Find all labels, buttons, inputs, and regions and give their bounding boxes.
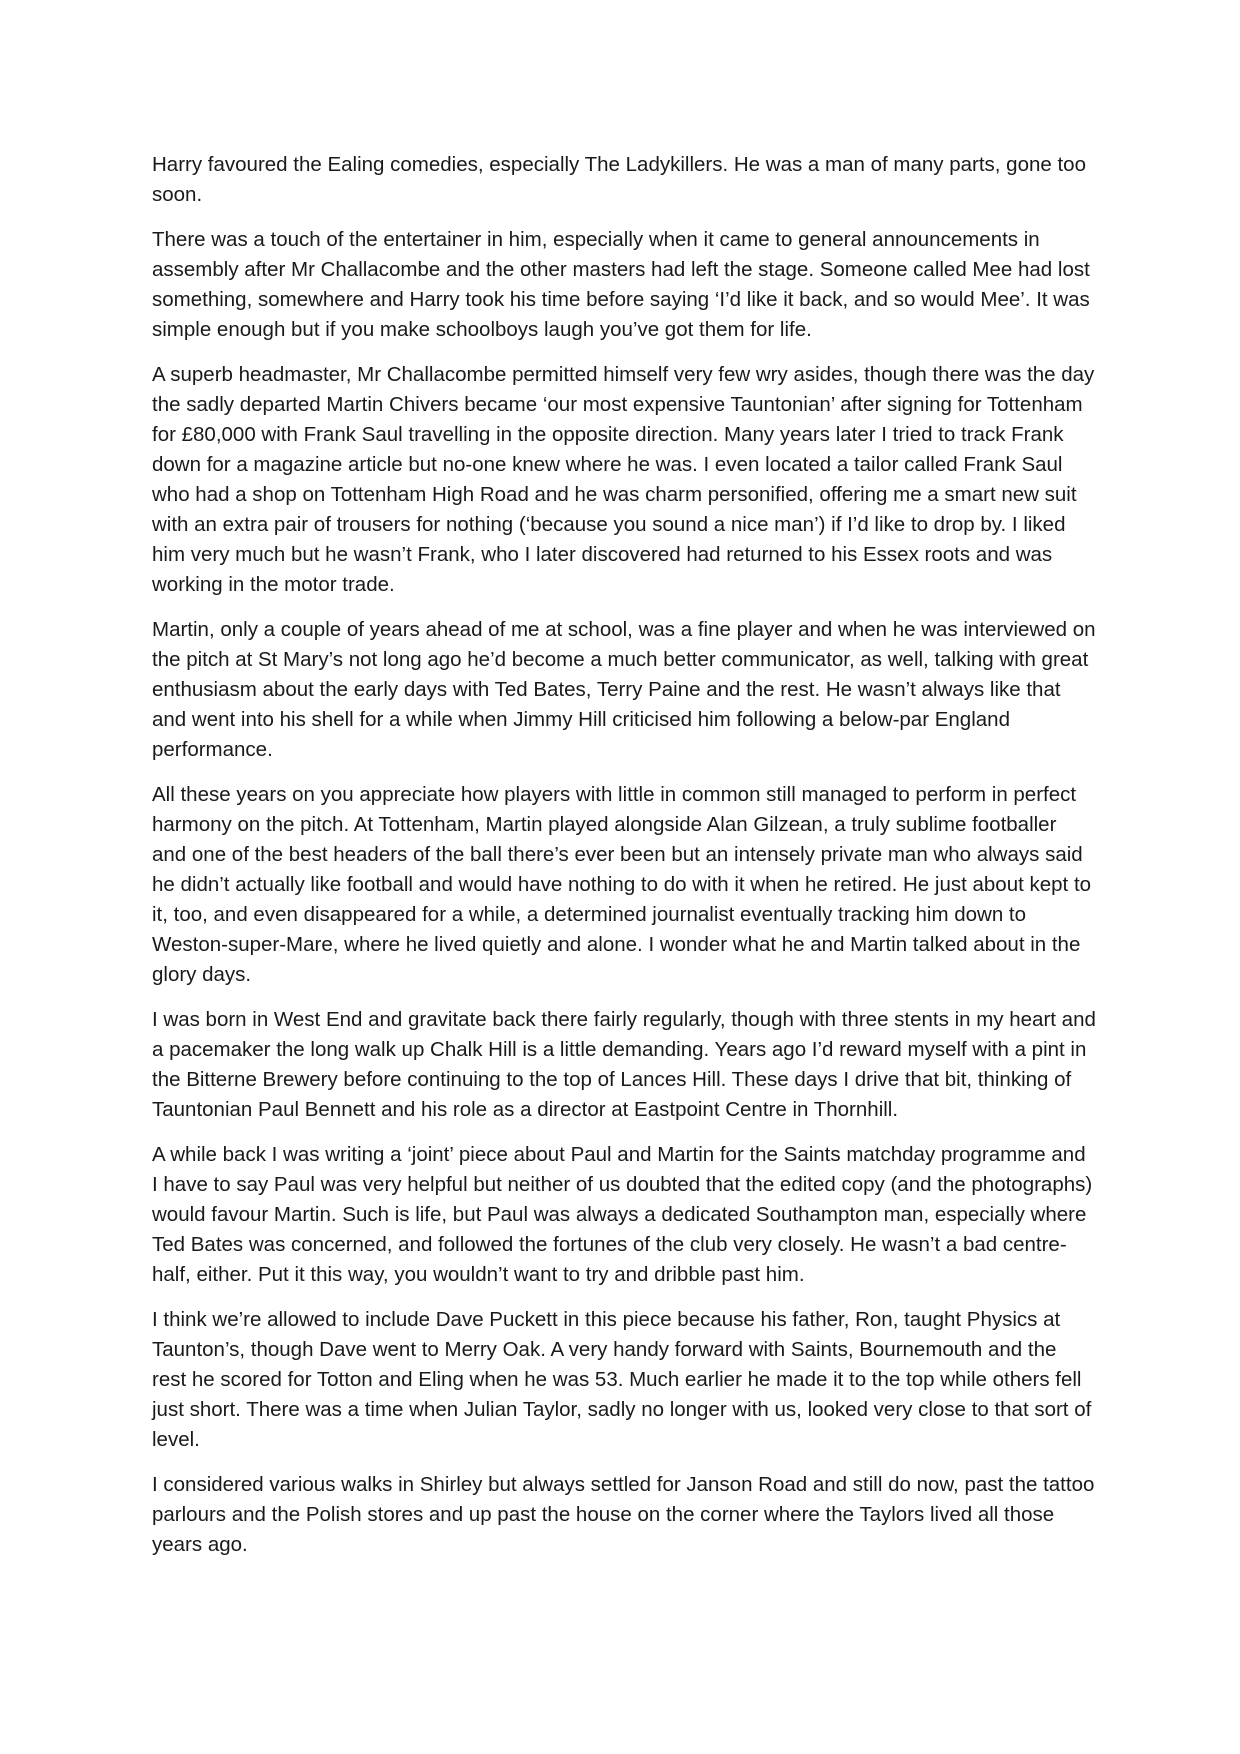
paragraph-gilzean: All these years on you appreciate how players with little in common still managed to perform in perfect harmony on the pitch. At Tottenham, Martin played alongside Alan Gilzean, a truly sublime footballer and one of the best headers of the ball there’s ever been but an intensely private man who always said he didn’t actually like football and would have nothing to do with it when he retired. He just about kept to it, too, and even disappeared for a while, a determined journalist eventually tracking him down to Weston-super-Mare, where he lived quietly and alone. I wonder what he and Martin talked about in the glory days. xyxy=(152,783,1092,986)
paragraph-ealing-comedies: Harry favoured the Ealing comedies, especially The Ladykillers. He was a man of many parts, gone too soon. xyxy=(152,153,1086,206)
document-page xyxy=(152,150,1096,1575)
paragraph-dave-puckett: I think we’re allowed to include Dave Puckett in this piece because his father, Ron, taught Physics at Taunton’s, though Dave went to Merry Oak. A very handy forward with Saints, Bournemouth and the rest he scored for Totton and Eling when he was 53. Much earlier he made it to the top while others fell just short. There was a time when Julian Taylor, sadly no longer with us, looked very close to that sort of level. xyxy=(152,1308,1092,1451)
paragraph-headmaster: A superb headmaster, Mr Challacombe permitted himself very few wry asides, though there was the day the sadly departed Martin Chivers became ‘our most expensive Tauntonian’ after signing for Tottenham for £80,000 with Frank Saul travelling in the opposite direction. Many years later I tried to track Frank down for a magazine article but no-one knew where he was. I even located a tailor called Frank Saul who had a shop on Tottenham High Road and he was charm personified, offering me a smart new suit with an extra pair of trousers for nothing (‘because you sound a nice man’) if I’d like to drop by. I liked him very much but he wasn’t Frank, who I later discovered had returned to his Essex roots and was working in the motor trade. xyxy=(152,363,1095,596)
paragraph-entertainer: There was a touch of the entertainer in him, especially when it came to general announcements in assembly after Mr Challacombe and the other masters had left the stage. Someone called Mee had lost something, somewhere and Harry took his time before saying ‘I’d like it back, and so would Mee’. It was simple enough but if you make schoolboys laugh you’ve got them for life. xyxy=(152,228,1090,341)
paragraph-martin: Martin, only a couple of years ahead of me at school, was a fine player and when he was interviewed on the pitch at St Mary’s not long ago he’d become a much better communicator, as well, talking with great enthusiasm about the early days with Ted Bates, Terry Paine and the rest. He wasn’t always like that and went into his shell for a while when Jimmy Hill criticised him following a below-par England performance. xyxy=(152,618,1096,761)
paragraph-west-end: I was born in West End and gravitate back there fairly regularly, though with three stents in my heart and a pacemaker the long walk up Chalk Hill is a little demanding. Years ago I’d reward myself with a pint in the Bitterne Brewery before continuing to the top of Lances Hill. These days I drive that bit, thinking of Tauntonian Paul Bennett and his role as a director at Eastpoint Centre in Thornhill. xyxy=(152,1008,1096,1121)
paragraph-shirley: I considered various walks in Shirley but always settled for Janson Road and still do now, past the tattoo parlours and the Polish stores and up past the house on the corner where the Taylors lived all those years ago. xyxy=(152,1473,1095,1556)
paragraph-joint-piece: A while back I was writing a ‘joint’ piece about Paul and Martin for the Saints matchday programme and I have to say Paul was very helpful but neither of us doubted that the edited copy (and the photographs) would favour Martin. Such is life, but Paul was always a dedicated Southampton man, especially where Ted Bates was concerned, and followed the fortunes of the club very closely. He wasn’t a bad centre-half, either. Put it this way, you wouldn’t want to try and dribble past him. xyxy=(152,1143,1093,1286)
